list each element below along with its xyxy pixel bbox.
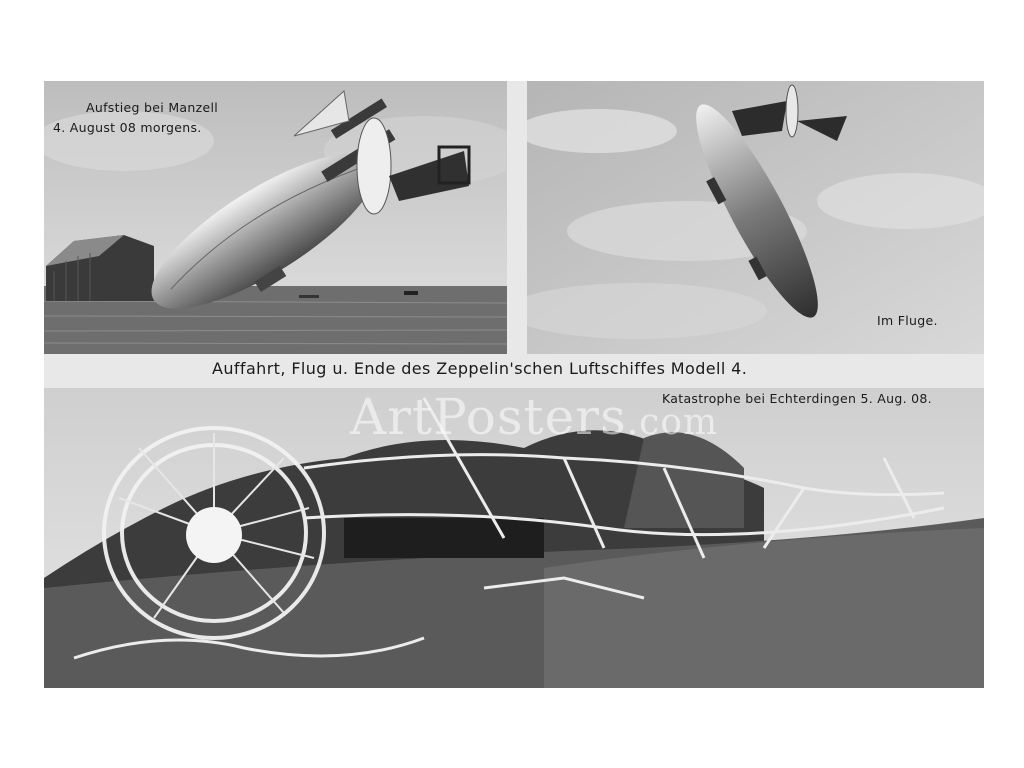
postcard-title: Auffahrt, Flug u. Ende des Zeppelin'schen Luftschiffes Modell 4. [212, 359, 748, 378]
flight-caption: Im Fluge. [877, 313, 938, 328]
watermark [350, 388, 718, 446]
watermark-suffix: .com [626, 402, 719, 443]
ascent-caption-line2: 4. August 08 morgens. [53, 120, 202, 135]
wreck-caption: Katastrophe bei Echterdingen 5. Aug. 08. [662, 391, 932, 406]
watermark-text: ArtPosters [350, 388, 627, 446]
ascent-caption-line1: Aufstieg bei Manzell [86, 100, 218, 115]
